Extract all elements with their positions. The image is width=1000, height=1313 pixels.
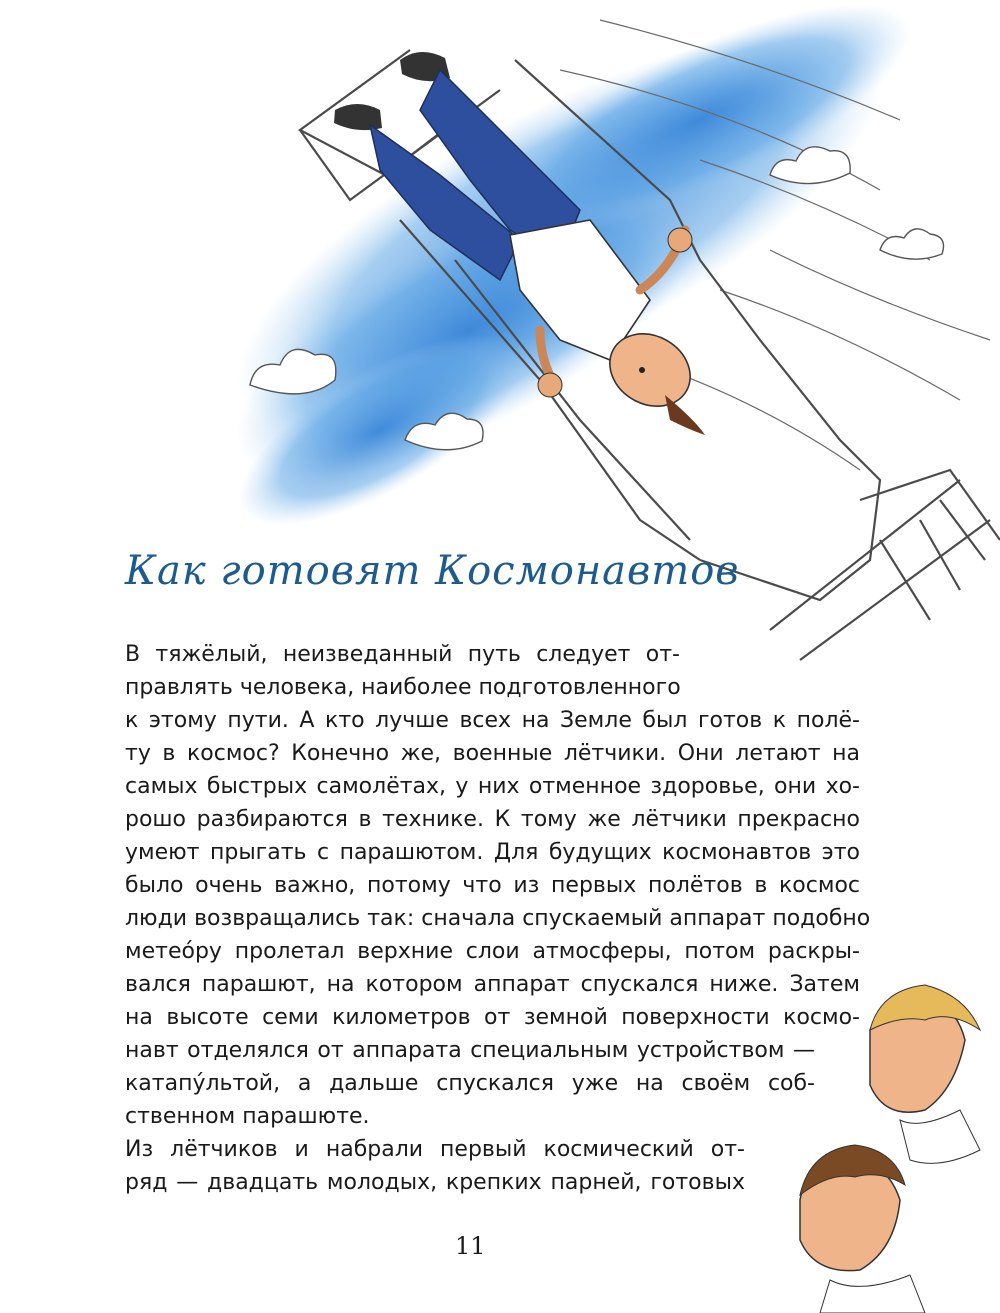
paragraph-1-middle [125, 704, 871, 1034]
page-number: 11 [455, 1232, 486, 1260]
spectator-heads [800, 985, 980, 1313]
text-line: люди возвращались так: сначала спускаемый аппарат подобно [125, 906, 871, 931]
text-line: правлять человека, наиболее подготовленного [125, 675, 681, 700]
text-line: на высоте семи километров от земной поверхности космо- [125, 1005, 860, 1030]
paragraph-1-top [125, 638, 680, 704]
paragraph-2 [125, 1133, 745, 1199]
text-line: Из лётчиков и набрали первый космический от- [125, 1137, 745, 1162]
text-line: самых быстрых самолётах, у них отменное здоровье, они хо- [125, 774, 860, 799]
text-line: к этому пути. А кто лучше всех на Земле был готов к полё- [125, 708, 860, 733]
text-line: вался парашют, на котором аппарат спускался ниже. Затем [125, 972, 860, 997]
text-line: было очень важно, потому что из первых полётов в космос [125, 873, 860, 898]
text-line: ственном парашюте. [125, 1104, 370, 1129]
text-line: умеют прыгать с парашютом. Для будущих космонавтов это [125, 840, 860, 865]
page-title: Как готовят Космонавтов [125, 548, 740, 594]
text-line: ту в космос? Конечно же, военные лётчики. Они летают на [125, 741, 860, 766]
paragraph-1-bottom [125, 1034, 815, 1133]
text-line: В тяжёлый, неизведанный путь следует от- [125, 642, 680, 667]
text-line: рошо разбираются в технике. К тому же лётчики прекрасно [125, 807, 860, 832]
text-line: метеóру пролетал верхние слои атмосферы, потом раскры- [125, 939, 860, 964]
text-line: ряд — двадцать молодых, крепких парней, готовых [125, 1170, 745, 1195]
text-line: катапýльтой, а дальше спускался уже на своём соб- [125, 1071, 815, 1096]
text-line: навт отделялся от аппарата специальным устройством — [125, 1038, 815, 1063]
